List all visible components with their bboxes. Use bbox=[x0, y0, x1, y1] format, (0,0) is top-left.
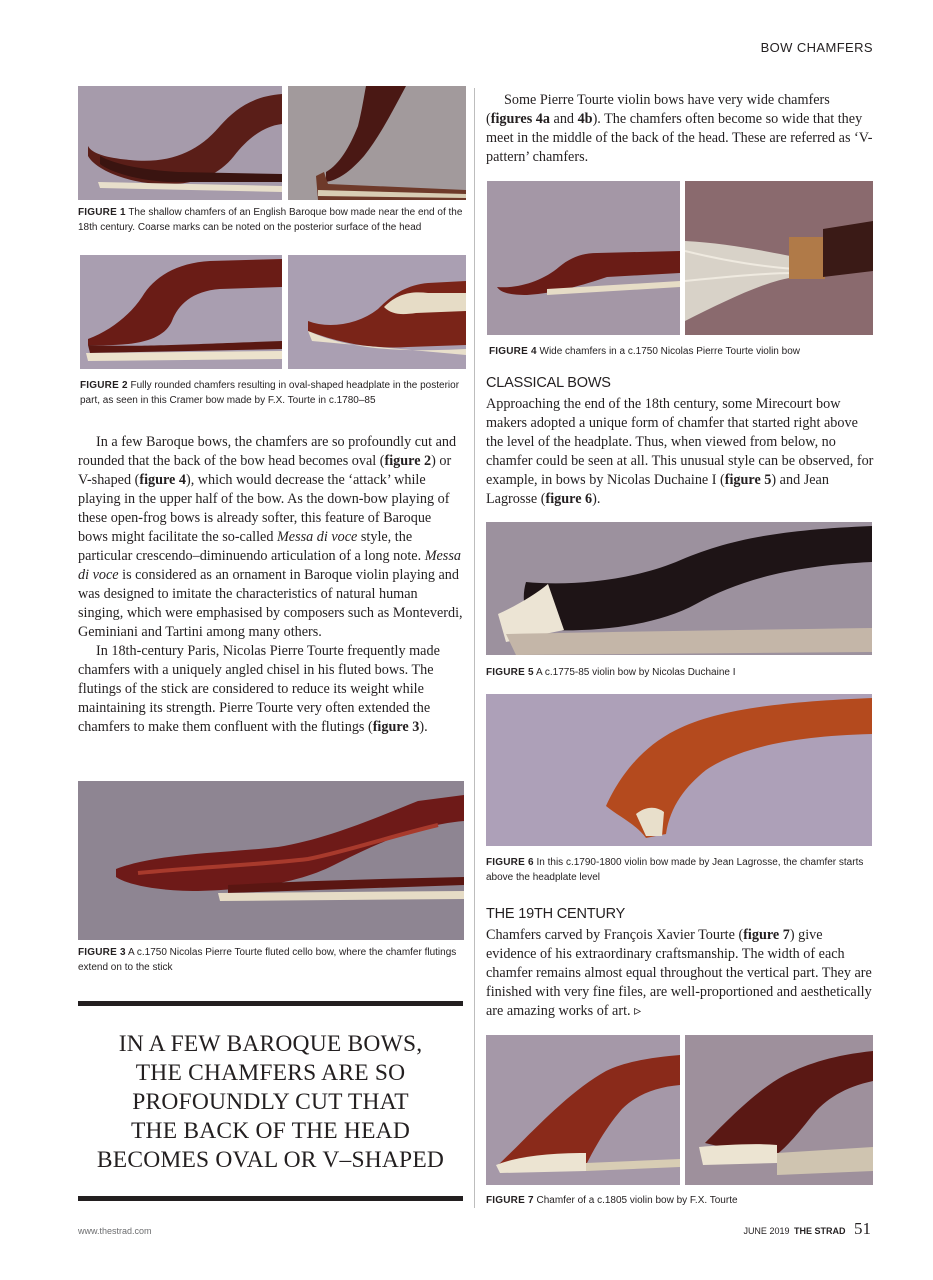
pull-quote-top-rule bbox=[78, 1001, 463, 1006]
text-run: ) give evidence of his extraordinary craftsmanship. The width of each chamfer remains almost equal throughout the vertical part. They are finished with very fine files, are well-proportioned and aesthetically are amazing works of art. bbox=[486, 927, 872, 1019]
footer-date: JUNE 2019 bbox=[743, 1226, 790, 1236]
footer-issue bbox=[743, 1219, 871, 1239]
figure-7b-photo bbox=[685, 1035, 873, 1185]
text-run: In 18th-century Paris, Nicolas Pierre Tourte frequently made chamfers with a uniquely angled chisel in his fluted bows. The flutings of the stick are considered to reduce its weight while maintaining its strength. Pierre Tourte very often extended the chamfers to make them confluent with the flutings ( bbox=[78, 643, 440, 735]
figure-3-text: A c.1750 Nicolas Pierre Tourte fluted cello bow, where the chamfer flutings extend on to the stick bbox=[78, 947, 457, 973]
pull-quote-line-4: THE BACK OF THE HEAD bbox=[130, 1118, 411, 1144]
pull-quote-line-3: PROFOUNDLY CUT THAT bbox=[132, 1089, 409, 1115]
figure-2a-photo bbox=[80, 255, 282, 369]
figure-6-label: FIGURE 6 bbox=[486, 857, 534, 868]
column-divider bbox=[474, 88, 475, 1208]
figure-ref-4b: 4b bbox=[577, 111, 593, 127]
figure-ref-5: figure 5 bbox=[724, 472, 772, 488]
text-run: Chamfers carved by François Xavier Tourte ( bbox=[486, 927, 744, 943]
figure-ref-2: figure 2 bbox=[384, 453, 432, 469]
text-run: ). bbox=[419, 719, 428, 735]
figure-4-text: Wide chamfers in a c.1750 Nicolas Pierre Tourte violin bow bbox=[539, 346, 800, 357]
text-run: ), which would decrease the ‘attack’ while playing in the upper half of the bow. As the down-bow playing of these open-frog bows is already softer, this feature of Baroque bows might facilitate the so-called bbox=[78, 472, 450, 545]
text-run: ) and Jean Lagrosse ( bbox=[486, 472, 829, 507]
figure-2-label: FIGURE 2 bbox=[80, 380, 128, 391]
pull-quote-bottom-rule bbox=[78, 1196, 463, 1201]
figure-6-photo bbox=[486, 694, 872, 846]
figure-1b-photo bbox=[288, 86, 466, 200]
italic-term: Messa di voce bbox=[276, 529, 358, 545]
figure-6-caption bbox=[486, 855, 866, 885]
end-mark-icon: ▹ bbox=[634, 1003, 642, 1019]
figure-ref-7: figure 7 bbox=[743, 927, 790, 943]
figure-ref-4a: figures 4a bbox=[490, 111, 550, 127]
pull-quote-line-2: THE CHAMFERS ARE SO bbox=[135, 1060, 406, 1086]
figure-2-text: Fully rounded chamfers resulting in oval-shaped headplate in the posterior part, as seen in this Cramer bow made by F.X. Tourte in c.1780–85 bbox=[80, 380, 460, 406]
figure-6-text: In this c.1790-1800 violin bow made by Jean Lagrosse, the chamfer starts above the headplate level bbox=[486, 857, 864, 883]
figure-4a-photo bbox=[487, 181, 680, 335]
figure-7-text: Chamfer of a c.1805 violin bow by F.X. Tourte bbox=[536, 1195, 738, 1206]
right-paragraph-1 bbox=[486, 91, 874, 167]
text-run: ). bbox=[592, 491, 601, 507]
pull-quote-line-5: BECOMES OVAL OR V–SHAPED bbox=[96, 1147, 445, 1173]
figure-7-label: FIGURE 7 bbox=[486, 1195, 534, 1206]
figure-3-label: FIGURE 3 bbox=[78, 947, 126, 958]
text-run: and bbox=[549, 111, 578, 127]
figure-1a-photo bbox=[78, 86, 282, 200]
text-run: ). The chamfers often become so wide that they meet in the middle of the back of the head. These are referred as ‘V-pattern’ chamfers. bbox=[486, 111, 873, 165]
italic-term: Messa di voce bbox=[78, 548, 461, 583]
text-run: In a few Baroque bows, the chamfers are so profoundly cut and rounded that the back of the bow head becomes oval ( bbox=[78, 434, 457, 469]
figure-7a-photo bbox=[486, 1035, 680, 1185]
right-intro-text bbox=[486, 91, 874, 167]
classical-bows-heading: CLASSICAL BOWS bbox=[486, 375, 611, 391]
page-number: 51 bbox=[854, 1219, 871, 1238]
figure-5-text: A c.1775-85 violin bow by Nicolas Duchaine I bbox=[535, 667, 736, 678]
figure-ref-6: figure 6 bbox=[545, 491, 593, 507]
figure-1-text: The shallow chamfers of an English Baroque bow made near the end of the 18th century. Coarse marks can be noted on the posterior surface of the head bbox=[78, 207, 463, 233]
figure-5-caption bbox=[486, 665, 866, 680]
left-paragraph-1 bbox=[78, 433, 464, 642]
footer-magazine: THE STRAD bbox=[793, 1226, 846, 1236]
figure-3-caption bbox=[78, 945, 458, 975]
text-run: is considered as an ornament in Baroque violin playing and was designed to imitate the characteristics of natural human singing, which were emphasised by composers such as Monteverdi, Geminiani and Tartini among many others. bbox=[78, 567, 463, 640]
19th-century-heading: THE 19TH CENTURY bbox=[486, 906, 626, 922]
figure-1-label: FIGURE 1 bbox=[78, 207, 126, 218]
text-run: style, the particular crescendo–diminuendo articulation of a long note. bbox=[78, 529, 425, 564]
figure-4-label: FIGURE 4 bbox=[489, 346, 537, 357]
figure-3-photo bbox=[78, 781, 464, 940]
pull-quote bbox=[78, 1030, 463, 1175]
pull-quote-line-1: IN A FEW BAROQUE BOWS, bbox=[118, 1031, 423, 1057]
figure-2-caption bbox=[80, 378, 460, 408]
text-run: ) or V-shaped ( bbox=[78, 453, 452, 488]
figure-4b-photo bbox=[685, 181, 873, 335]
right-paragraph-2 bbox=[486, 395, 874, 509]
figure-5-photo bbox=[486, 522, 872, 655]
footer-url[interactable]: www.thestrad.com bbox=[78, 1226, 152, 1236]
figure-1-caption bbox=[78, 205, 470, 235]
figure-7-caption bbox=[486, 1193, 866, 1208]
left-column-body bbox=[78, 433, 464, 737]
figure-ref-4: figure 4 bbox=[139, 472, 186, 488]
figure-2b-photo bbox=[288, 255, 466, 369]
text-run: Some Pierre Tourte violin bows have very wide chamfers ( bbox=[486, 92, 830, 127]
classical-bows-text bbox=[486, 395, 874, 509]
right-paragraph-3 bbox=[486, 926, 874, 1021]
left-paragraph-2 bbox=[78, 642, 464, 737]
section-header: BOW CHAMFERS bbox=[760, 40, 873, 55]
19th-century-text bbox=[486, 926, 874, 1021]
figure-4-caption bbox=[489, 344, 869, 359]
figure-ref-3: figure 3 bbox=[372, 719, 420, 735]
figure-5-label: FIGURE 5 bbox=[486, 667, 534, 678]
text-run: Approaching the end of the 18th century, some Mirecourt bow makers adopted a unique form of chamfer that started right above the level of the headplate. Thus, when viewed from below, no chamfer could be seen at all. This unusual style can be observed, for example, in bows by Nicolas Duchaine I ( bbox=[486, 396, 874, 488]
